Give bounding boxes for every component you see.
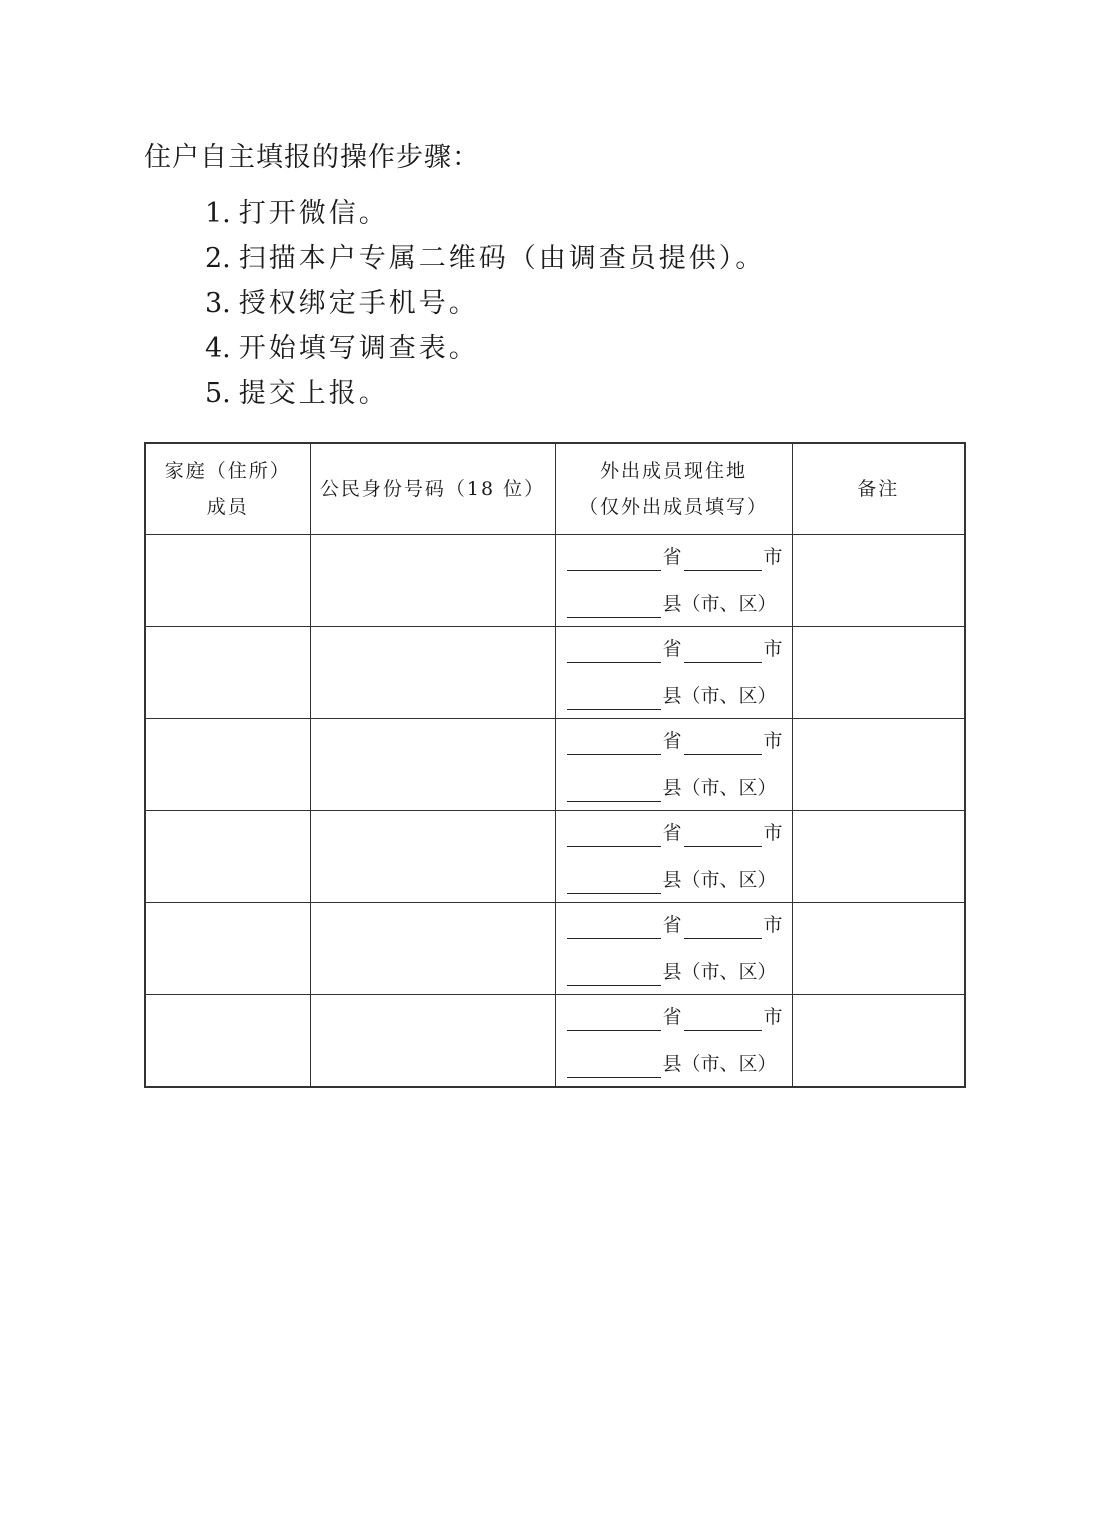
step-item <box>205 191 765 236</box>
address-fields <box>556 811 792 902</box>
step-number: 1. <box>205 198 231 229</box>
address-line-province-city <box>567 727 786 755</box>
step-item <box>205 281 765 326</box>
city-blank[interactable] <box>684 916 762 939</box>
table-row <box>145 535 965 627</box>
header-remarks: 备注 <box>792 443 965 535</box>
address-fields <box>556 995 792 1086</box>
residence-cell[interactable] <box>555 995 792 1088</box>
province-blank[interactable] <box>567 548 661 571</box>
step-item <box>205 371 765 416</box>
county-blank[interactable] <box>567 687 661 710</box>
city-label: 市 <box>763 638 783 660</box>
residence-cell[interactable] <box>555 811 792 903</box>
id-number-cell[interactable] <box>310 903 555 995</box>
remarks-cell[interactable] <box>792 903 965 995</box>
county-blank[interactable] <box>567 1055 661 1078</box>
county-blank[interactable] <box>567 595 661 618</box>
province-label: 省 <box>662 546 682 568</box>
member-cell[interactable] <box>145 811 310 903</box>
remarks-cell[interactable] <box>792 719 965 811</box>
remarks-cell[interactable] <box>792 811 965 903</box>
member-cell[interactable] <box>145 627 310 719</box>
address-fields <box>556 627 792 718</box>
city-label: 市 <box>763 1006 783 1028</box>
address-line-county <box>567 682 786 710</box>
step-text: 授权绑定手机号。 <box>238 288 479 319</box>
address-line-province-city <box>567 635 786 663</box>
header-residence-line2: （仅外出成员填写） <box>578 496 768 518</box>
member-registration-table <box>144 442 966 1088</box>
id-number-cell[interactable] <box>310 811 555 903</box>
id-number-cell[interactable] <box>310 719 555 811</box>
table-header-row <box>145 443 965 535</box>
city-label: 市 <box>763 546 783 568</box>
header-residence <box>555 443 792 535</box>
table-row <box>145 627 965 719</box>
header-member-line2: 成员 <box>206 496 249 518</box>
header-member-line1: 家庭（住所） <box>164 460 291 482</box>
table-row <box>145 719 965 811</box>
province-label: 省 <box>662 822 682 844</box>
province-label: 省 <box>662 730 682 752</box>
id-number-cell[interactable] <box>310 627 555 719</box>
county-label: 县（市、区） <box>662 869 777 891</box>
step-number: 3. <box>205 288 231 319</box>
header-member <box>145 443 310 535</box>
county-blank[interactable] <box>567 779 661 802</box>
city-blank[interactable] <box>684 640 762 663</box>
id-number-cell[interactable] <box>310 995 555 1088</box>
steps-list <box>205 191 765 416</box>
address-line-county <box>567 866 786 894</box>
table-row <box>145 811 965 903</box>
step-number: 5. <box>205 378 231 409</box>
province-label: 省 <box>662 1006 682 1028</box>
step-number: 4. <box>205 333 231 364</box>
province-blank[interactable] <box>567 640 661 663</box>
instructions-heading: 住户自主填报的操作步骤： <box>144 142 480 173</box>
step-text: 打开微信。 <box>238 198 389 229</box>
county-blank[interactable] <box>567 871 661 894</box>
table-row <box>145 995 965 1088</box>
county-label: 县（市、区） <box>662 1053 777 1075</box>
header-residence-line1: 外出成员现住地 <box>599 460 747 482</box>
header-id-number: 公民身份号码（18 位） <box>310 443 555 535</box>
city-blank[interactable] <box>684 548 762 571</box>
step-item <box>205 326 765 371</box>
province-label: 省 <box>662 914 682 936</box>
member-cell[interactable] <box>145 995 310 1088</box>
step-number: 2. <box>205 243 231 274</box>
address-line-province-city <box>567 1003 786 1031</box>
remarks-cell[interactable] <box>792 627 965 719</box>
residence-cell[interactable] <box>555 627 792 719</box>
member-cell[interactable] <box>145 535 310 627</box>
address-line-province-city <box>567 819 786 847</box>
province-blank[interactable] <box>567 824 661 847</box>
member-cell[interactable] <box>145 719 310 811</box>
address-fields <box>556 535 792 626</box>
address-line-county <box>567 774 786 802</box>
city-label: 市 <box>763 822 783 844</box>
province-blank[interactable] <box>567 1008 661 1031</box>
address-line-province-city <box>567 543 786 571</box>
city-blank[interactable] <box>684 1008 762 1031</box>
table-row <box>145 903 965 995</box>
city-label: 市 <box>763 730 783 752</box>
city-label: 市 <box>763 914 783 936</box>
step-text: 开始填写调查表。 <box>238 333 479 364</box>
address-line-county <box>567 958 786 986</box>
county-label: 县（市、区） <box>662 593 777 615</box>
id-number-cell[interactable] <box>310 535 555 627</box>
city-blank[interactable] <box>684 824 762 847</box>
county-label: 县（市、区） <box>662 961 777 983</box>
province-blank[interactable] <box>567 732 661 755</box>
residence-cell[interactable] <box>555 719 792 811</box>
remarks-cell[interactable] <box>792 995 965 1088</box>
address-line-county <box>567 1050 786 1078</box>
step-text: 提交上报。 <box>238 378 389 409</box>
address-line-province-city <box>567 911 786 939</box>
step-item <box>205 236 765 281</box>
county-label: 县（市、区） <box>662 777 777 799</box>
address-line-county <box>567 590 786 618</box>
remarks-cell[interactable] <box>792 535 965 627</box>
address-fields <box>556 903 792 994</box>
province-label: 省 <box>662 638 682 660</box>
county-blank[interactable] <box>567 963 661 986</box>
province-blank[interactable] <box>567 916 661 939</box>
residence-cell[interactable] <box>555 903 792 995</box>
county-label: 县（市、区） <box>662 685 777 707</box>
city-blank[interactable] <box>684 732 762 755</box>
residence-cell[interactable] <box>555 535 792 627</box>
address-fields <box>556 719 792 810</box>
step-text: 扫描本户专属二维码（由调查员提供）。 <box>238 243 766 274</box>
member-cell[interactable] <box>145 903 310 995</box>
